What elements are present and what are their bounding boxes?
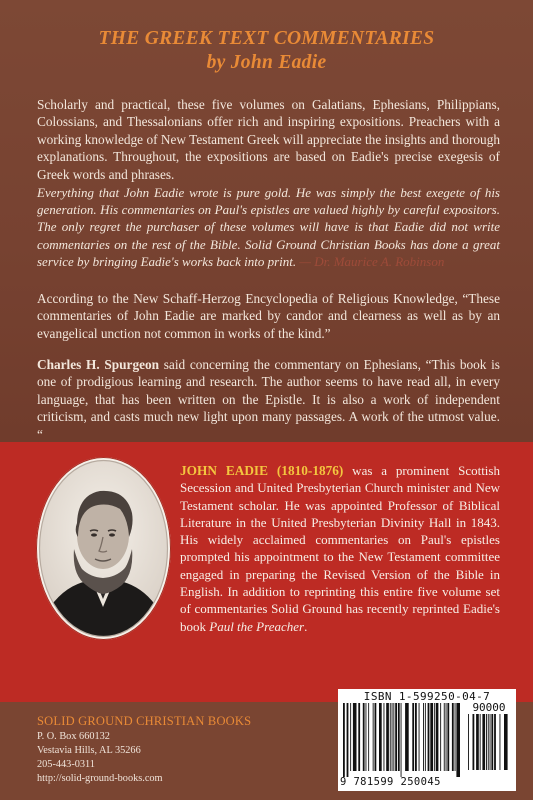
spurgeon-name: Charles H. Spurgeon — [37, 357, 160, 372]
quote-text: Everything that John Eadie wrote is pure gold. He was simply the best exegete of his generation. His commentaries on Paul's epistles are valued highly by careful expositors. The only regret the purchaser of these volumes will have is that Eadie did not write commentaries on the rest of the Bible. Solid Ground Christian Books has done a great service by bringing Eadie's works back into print. — [37, 185, 500, 269]
spurgeon-text: said concerning the commentary on Ephesians, “This book is one of prodigious learning and research. The author seems to have read all, in every language, that has been written on the Epistle. It is also a work of independent criticism, and casts much new light upon many passages. A work of the utmost value. “ — [37, 357, 500, 442]
barcode-bar — [368, 703, 369, 771]
barcode-bar — [350, 703, 351, 771]
publisher-website: http://solid-ground-books.com — [37, 773, 163, 784]
bio-text-end: . — [304, 618, 308, 634]
author-portrait — [36, 457, 171, 640]
isbn-label: ISBN 1-599250-04-7 — [363, 690, 491, 703]
barcode-bar — [419, 703, 420, 771]
barcode-bar — [440, 703, 441, 771]
barcode-bar — [363, 703, 365, 771]
barcode-bar — [476, 714, 479, 770]
barcode-bar — [494, 714, 496, 770]
barcode-bar — [500, 714, 501, 770]
barcode-bar — [358, 703, 360, 771]
barcode-bar — [446, 703, 447, 771]
endorsement-quote — [37, 184, 500, 270]
barcode-bar — [480, 714, 481, 770]
publisher-phone: 205-443-0311 — [37, 759, 95, 770]
barcode-bar — [353, 703, 357, 771]
barcode-bar — [366, 703, 367, 771]
barcode-bar — [447, 703, 449, 771]
schaff-herzog-paragraph: According to the New Schaff-Herzog Encyclopedia of Religious Knowledge, “These commentaries of John Eadie are marked by candor and clearness as well as by an evangelical unction not common in works of the kind.” — [37, 291, 500, 341]
barcode-bar — [343, 703, 345, 777]
barcode-bar — [405, 703, 409, 771]
bio-author-name: JOHN EADIE (1810-1876) — [180, 463, 344, 478]
barcode-bar — [491, 714, 493, 770]
bio-book-title: Paul the Preacher — [209, 618, 305, 634]
barcode-bar — [425, 703, 426, 771]
barcode-bar — [412, 703, 414, 771]
ean-digits: 9 781599 250045 — [340, 776, 441, 788]
author-biography — [180, 462, 500, 635]
ean-barcode — [341, 703, 463, 777]
barcode-bar — [415, 703, 417, 771]
barcode-bar — [473, 714, 475, 770]
barcode-bar — [455, 703, 456, 771]
barcode-bar — [384, 703, 385, 771]
barcode-bar — [428, 703, 430, 771]
barcode-bar — [393, 703, 394, 771]
bio-text: was a prominent Scottish Secession and United Presbyterian Church minister and New Testament scholar. He was appointed Professor of Biblical Literature in the United Presbyterian Divinity Hall in 1843. His widely acclaimed commentaries on Paul's epistles prompted his appointment to the New Testament committee engaged in preparing the Revised Version of the Bible in English. In addition to reprinting this entire five volume set of commentaries Solid Ground has recently reprinted Eadie's book — [180, 463, 500, 634]
barcode-bar — [444, 703, 445, 771]
barcode-bar — [375, 703, 377, 771]
addon-barcode — [466, 714, 512, 776]
barcode-bar — [379, 703, 382, 771]
publisher-city: Vestavia Hills, AL 35266 — [37, 745, 141, 756]
barcode-bar — [504, 714, 508, 770]
barcode-bar — [434, 703, 435, 771]
barcode-bar — [452, 703, 454, 771]
publisher-po-box: P. O. Box 660132 — [37, 731, 110, 742]
barcode-bar — [390, 703, 391, 771]
barcode-bar — [482, 714, 485, 770]
barcode-bar — [456, 703, 460, 777]
publisher-name: SOLID GROUND CHRISTIAN BOOKS — [37, 714, 252, 728]
barcode-bar — [430, 703, 433, 771]
spurgeon-paragraph — [37, 356, 500, 443]
portrait-engraving-image — [36, 457, 171, 640]
barcode-bar — [347, 703, 349, 777]
barcode-bar — [401, 703, 402, 777]
barcode-bar — [395, 703, 397, 771]
barcode-bar — [423, 703, 424, 771]
barcode-bar — [488, 714, 489, 770]
quote-attribution: — Dr. Maurice A. Robinson — [299, 253, 445, 269]
barcode-bar — [468, 714, 469, 770]
barcode-bar — [373, 703, 374, 771]
barcode-bar — [392, 703, 393, 771]
intro-paragraph: Scholarly and practical, these five volumes on Galatians, Ephesians, Philippians, Colossians, and Thessalonians offer rich and inspiring expositions. Preachers with a working knowledge of New Testament Greek will appreciate the insights and thorough explanations. Throughout, the expositions are based on Eadie's precise exegesis of Greek words and phrases. — [37, 97, 500, 182]
book-author-line: by John Eadie — [206, 52, 327, 73]
price-code: 90000 — [472, 701, 506, 714]
book-title: THE GREEK TEXT COMMENTARIES — [98, 28, 435, 49]
barcode-bar — [436, 703, 439, 771]
barcode-bar — [490, 714, 491, 770]
barcode-bar — [486, 714, 487, 770]
barcode-bar — [398, 703, 400, 771]
barcode-bar — [386, 703, 389, 771]
